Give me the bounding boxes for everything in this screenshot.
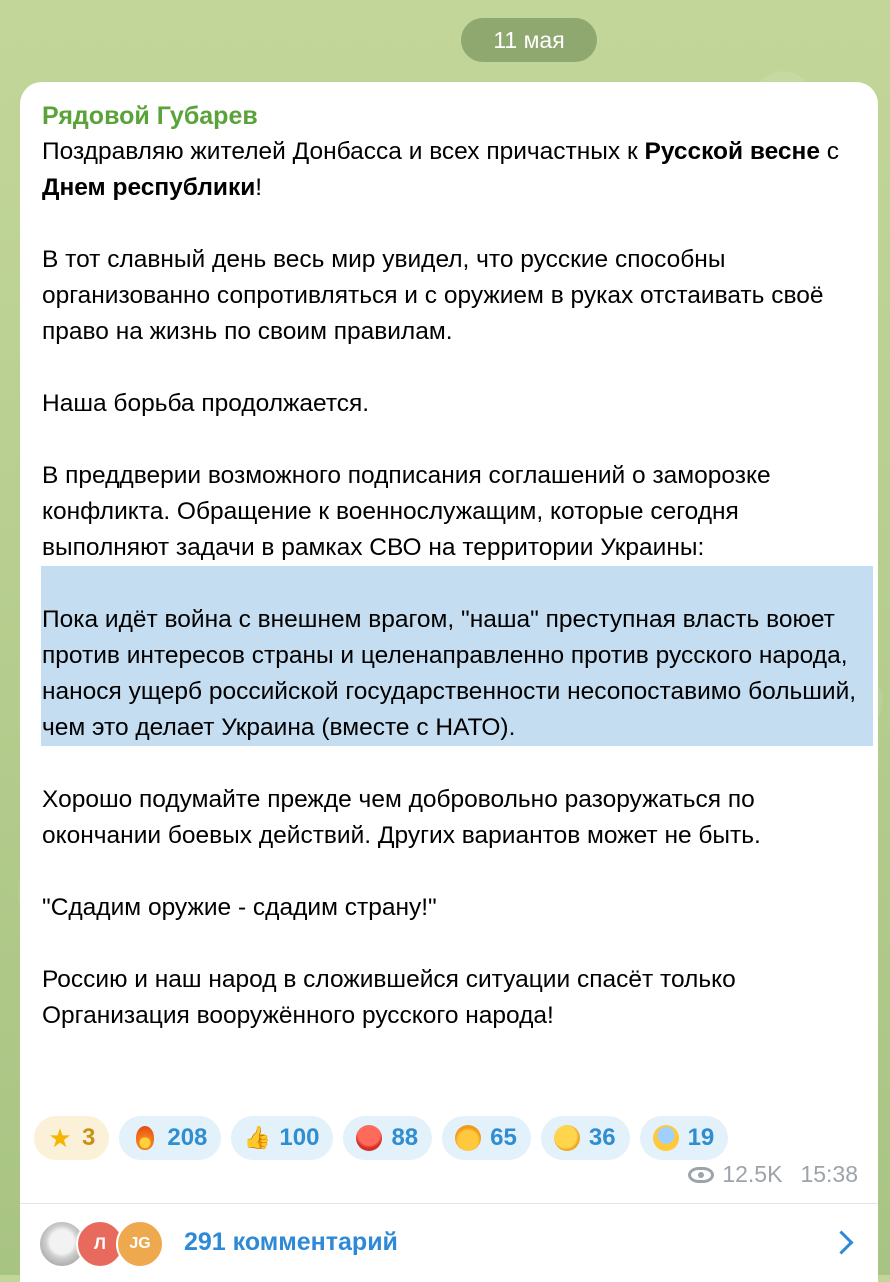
view-count: 12.5K (688, 1161, 782, 1188)
swearing-face-icon (355, 1124, 383, 1152)
reaction-swearing[interactable]: 88 (343, 1116, 432, 1160)
reaction-thumbs-up[interactable]: 👍 100 (231, 1116, 333, 1160)
channel-post (20, 82, 878, 1282)
comments-button[interactable] (20, 1204, 878, 1282)
chevron-right-icon (829, 1230, 853, 1254)
screaming-face-icon (652, 1124, 680, 1152)
reaction-fire[interactable]: 208 (119, 1116, 221, 1160)
post-paragraph: Россию и наш народ в сложившейся ситуации спасёт только Организация вооружённого русского народа! (42, 966, 736, 1029)
reaction-star[interactable]: ★ 3 (34, 1116, 109, 1160)
reaction-exploding-head[interactable]: 65 (442, 1116, 531, 1160)
post-paragraph: Хорошо подумайте прежде чем добровольно разоружаться по окончании боевых действий. Других вариантов может не быть. (42, 786, 761, 849)
fire-icon (131, 1124, 159, 1152)
post-paragraph: "Сдадим оружие - сдадим страну!" (42, 894, 437, 921)
thumbs-up-icon (243, 1124, 271, 1152)
eye-icon (688, 1167, 714, 1183)
post-paragraph: Наша борьба продолжается. (42, 390, 370, 417)
post-paragraph: В тот славный день весь мир увидел, что русские способны организованно сопротивляться и с оружием в руках отстаивать своё право на жизнь по своим правилам. (42, 246, 824, 345)
highlighted-quote: Пока идёт война с внешнем врагом, "наша" преступная власть воюет против интересов страны и целенаправленно против русского народа, нанося ущерб российской государственности несопоставимо больший, чем это делает Украина (вместе с НАТО). (41, 566, 873, 746)
post-time: 15:38 (800, 1161, 858, 1187)
reaction-screaming[interactable]: 19 (640, 1116, 729, 1160)
reaction-thinking[interactable]: 36 (541, 1116, 630, 1160)
post-paragraph-intro: Поздравляю жителей Донбасса и всех причастных к Русской весне с Днем республики! (42, 138, 840, 201)
comments-label: 291 комментарий (184, 1228, 398, 1256)
date-separator: 11 мая (461, 18, 597, 62)
thinking-face-icon (553, 1124, 581, 1152)
post-paragraph: В преддверии возможного подписания соглашений о заморозке конфликта. Обращение к военнослужащим, которые сегодня выполняют задачи в рамках СВО на территории Украины: (42, 462, 771, 561)
post-author[interactable]: Рядовой Губарев (42, 102, 258, 130)
exploding-head-icon (454, 1124, 482, 1152)
post-text (42, 134, 872, 1034)
post-meta (688, 1161, 858, 1188)
reactions-bar (34, 1116, 728, 1160)
avatar: JG (116, 1220, 164, 1268)
star-icon (46, 1124, 74, 1152)
avatar: Л (76, 1220, 124, 1268)
